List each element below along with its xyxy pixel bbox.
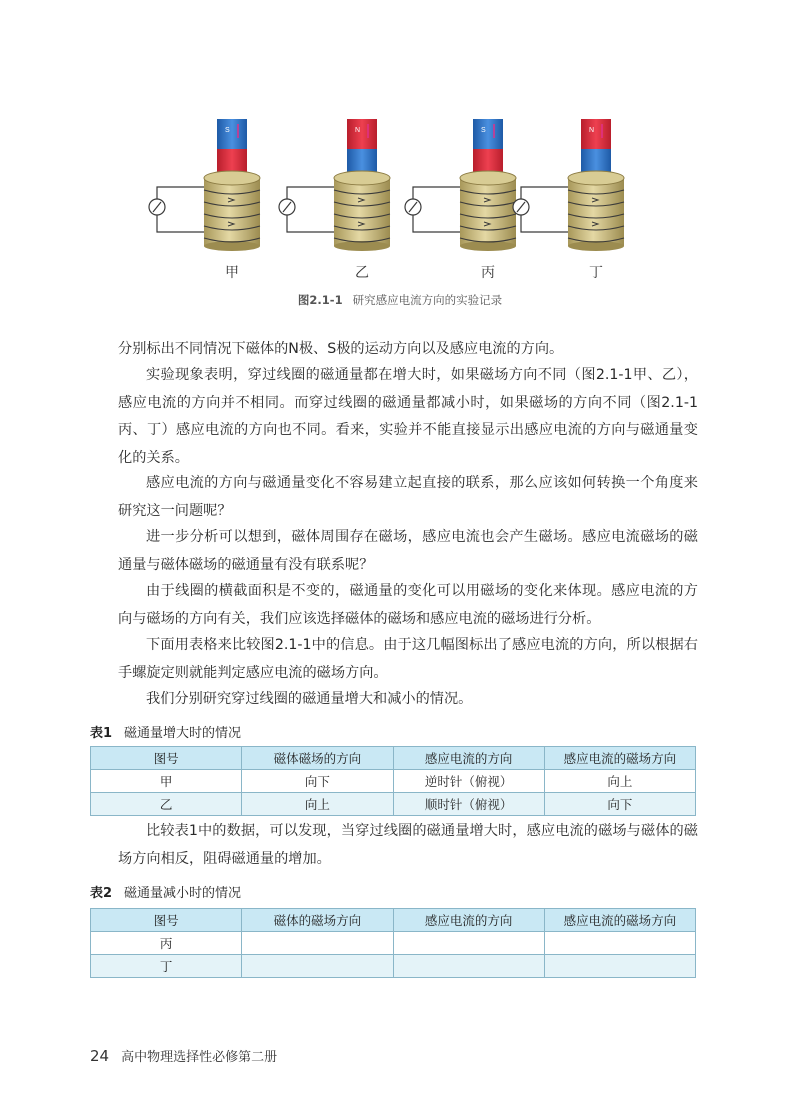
paragraph-3: 感应电流的方向与磁通量变化不容易建立起直接的联系，那么应该如何转换一个角度来研究这一问题呢？ <box>118 475 698 519</box>
table2-cell: 丁 <box>91 955 242 978</box>
coil-top-rim <box>334 171 390 185</box>
table1-number: 表1 <box>90 726 113 741</box>
table2-cell: 丙 <box>91 932 242 955</box>
table2-title-text: 磁通量减小时的情况 <box>124 886 242 901</box>
table-row <box>91 793 696 816</box>
table2-cell <box>242 932 393 955</box>
table2-header-cell: 磁体的磁场方向 <box>242 909 393 932</box>
coil-tube <box>204 178 260 246</box>
table-row <box>91 932 696 955</box>
setup-ding <box>513 119 624 251</box>
table1-cell: 向上 <box>242 793 393 816</box>
table1-cell: 乙 <box>91 793 242 816</box>
table1-cell: 向下 <box>544 793 695 816</box>
magnet-top-letter: N <box>355 127 361 134</box>
experiment-figure <box>0 0 800 300</box>
figure-label-ding: 丁 <box>589 265 603 281</box>
coil-top-rim <box>568 171 624 185</box>
magnet-top-letter: N <box>589 127 595 134</box>
page-number: 24 <box>90 1047 110 1065</box>
table1-cell: 向上 <box>544 770 695 793</box>
figure-label-yi: 乙 <box>355 265 369 281</box>
table2-header-cell: 图号 <box>91 909 242 932</box>
table2 <box>90 908 696 978</box>
coil-top-rim <box>204 171 260 185</box>
paragraph-7: 我们分别研究穿过线圈的磁通量增大和减小的情况。 <box>146 691 473 707</box>
magnet-top <box>473 119 503 149</box>
magnet-top <box>581 119 611 149</box>
table1-header-cell: 磁体磁场的方向 <box>242 747 393 770</box>
table1-header-cell: 感应电流的磁场方向 <box>544 747 695 770</box>
setup-bing <box>405 119 516 251</box>
table2-header-cell: 感应电流的方向 <box>393 909 544 932</box>
magnet-top-letter: S <box>481 127 486 134</box>
figure-caption <box>0 292 800 308</box>
page-footer <box>90 1046 277 1065</box>
table2-cell <box>393 932 544 955</box>
setup-jia <box>149 119 260 251</box>
table2-header-cell: 感应电流的磁场方向 <box>544 909 695 932</box>
figure-caption-number: 图2.1-1 <box>297 293 343 307</box>
figure-label-jia: 甲 <box>225 265 239 281</box>
paragraph-6: 下面用表格来比较图2.1-1中的信息。由于这几幅图标出了感应电流的方向，所以根据右手螺旋定则就能判定感应电流的磁场方向。 <box>118 637 698 681</box>
table1 <box>90 746 696 816</box>
table1-cell: 甲 <box>91 770 242 793</box>
table2-cell <box>242 955 393 978</box>
table1-header-cell: 感应电流的方向 <box>393 747 544 770</box>
table1-header-row <box>91 747 696 770</box>
magnet-top <box>217 119 247 149</box>
coil-top-rim <box>460 171 516 185</box>
table2-cell <box>544 955 695 978</box>
table-row <box>91 955 696 978</box>
coil-tube <box>460 178 516 246</box>
coil-tube <box>568 178 624 246</box>
table2-header-row <box>91 909 696 932</box>
coil-tube <box>334 178 390 246</box>
table2-number: 表2 <box>90 886 113 901</box>
figure-label-bing: 丙 <box>481 265 495 281</box>
table2-cell <box>393 955 544 978</box>
table2-title <box>90 882 241 901</box>
table2-cell <box>544 932 695 955</box>
table1-header-cell: 图号 <box>91 747 242 770</box>
table1-title <box>90 722 241 741</box>
table1-cell: 向下 <box>242 770 393 793</box>
table-row <box>91 770 696 793</box>
setup-yi <box>279 119 390 251</box>
magnet-top <box>347 119 377 149</box>
table1-cell: 逆时针（俯视） <box>393 770 544 793</box>
magnet-top-letter: S <box>225 127 230 134</box>
paragraph-1: 分别标出不同情况下磁体的N极、S极的运动方向以及感应电流的方向。 <box>118 341 564 357</box>
table1-title-text: 磁通量增大时的情况 <box>124 726 242 741</box>
paragraph-4: 进一步分析可以想到，磁体周围存在磁场，感应电流也会产生磁场。感应电流磁场的磁通量与磁体磁场的磁通量有没有联系呢？ <box>118 529 698 573</box>
figure-caption-text: 研究感应电流方向的实验记录 <box>352 293 503 307</box>
table1-cell: 顺时针（俯视） <box>393 793 544 816</box>
paragraph-after-table1: 比较表1中的数据，可以发现，当穿过线圈的磁通量增大时，感应电流的磁场与磁体的磁场方向相反，阻碍磁通量的增加。 <box>118 823 698 867</box>
paragraph-2: 实验现象表明，穿过线圈的磁通量都在增大时，如果磁场方向不同（图2.1-1甲、乙），感应电流的方向并不相同。而穿过线圈的磁通量都减小时，如果磁场的方向不同（图2.1-1丙、丁）感应电流的方向也不同。看来，实验并不能直接显示出感应电流的方向与磁通量变化的关系。 <box>118 367 698 466</box>
paragraph-5: 由于线圈的横截面积是不变的，磁通量的变化可以用磁场的变化来体现。感应电流的方向与磁场的方向有关，我们应该选择磁体的磁场和感应电流的磁场进行分析。 <box>118 583 698 627</box>
book-title: 高中物理选择性必修第二册 <box>121 1050 278 1065</box>
